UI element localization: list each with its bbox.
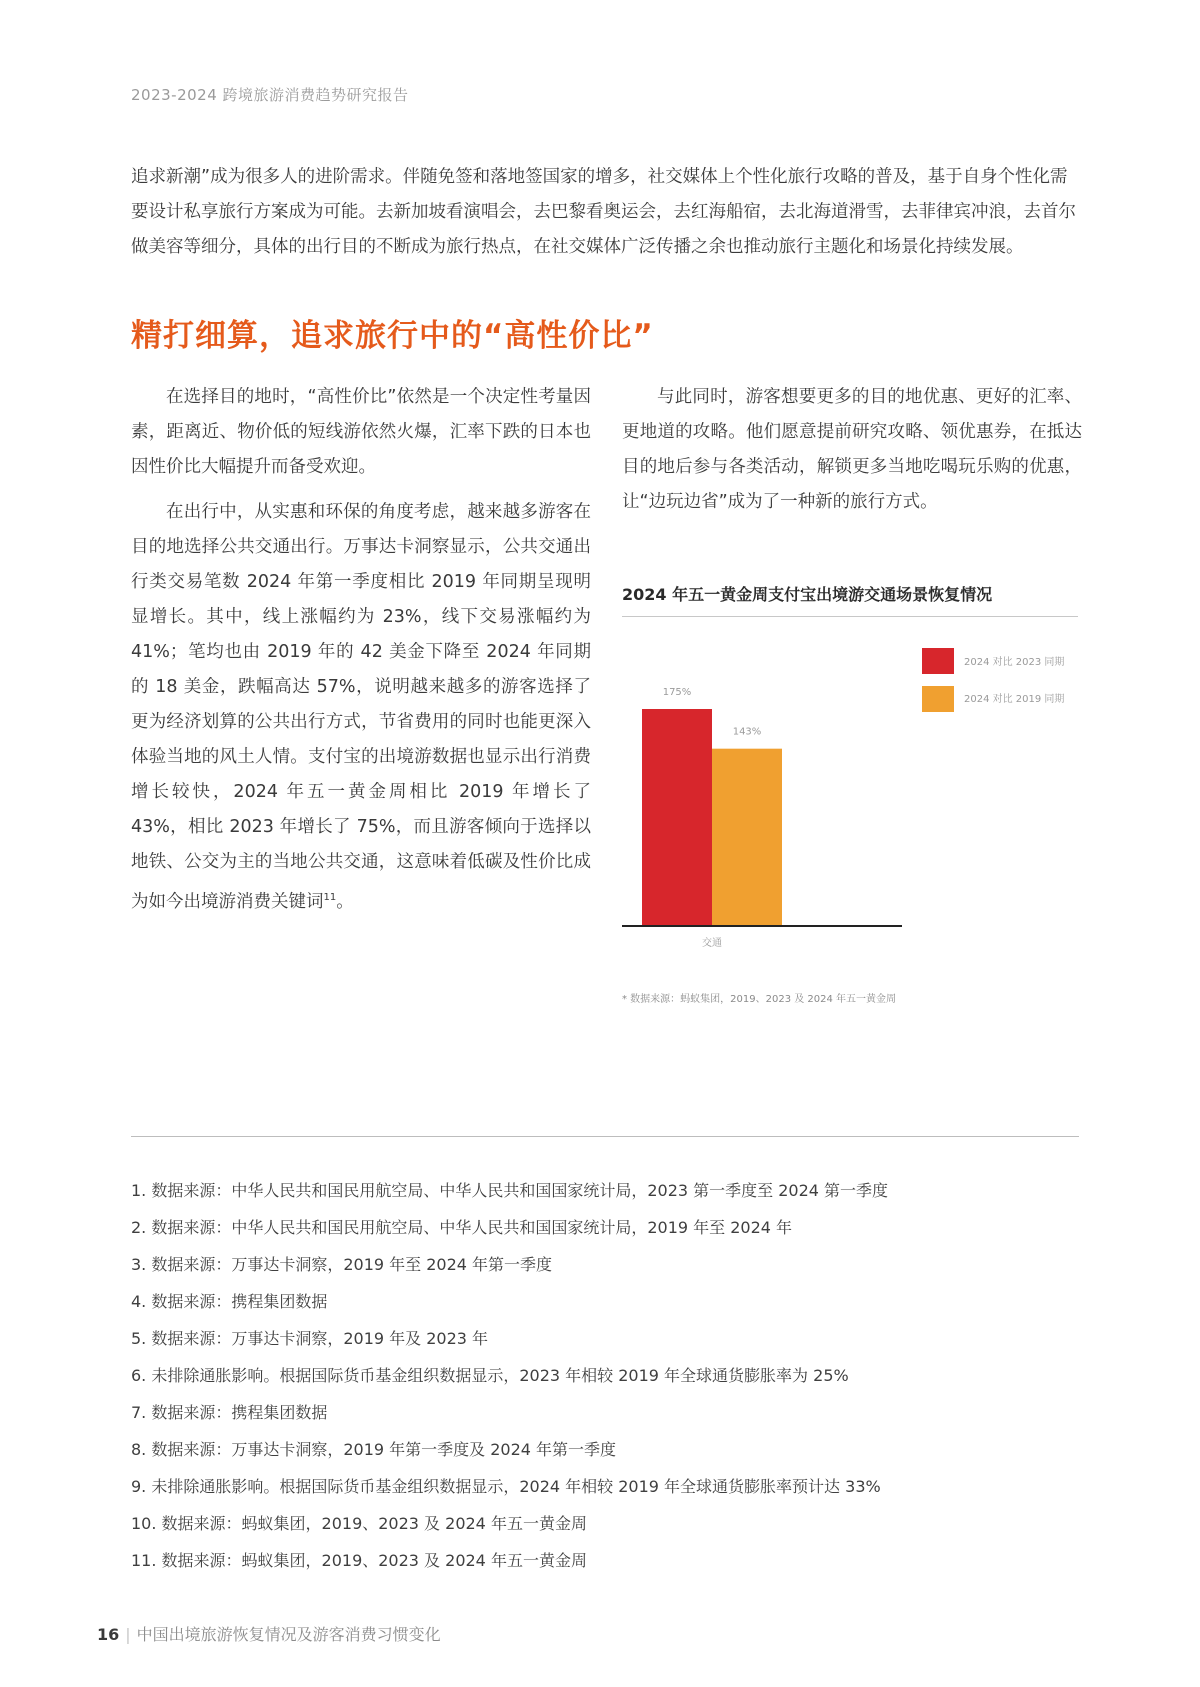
- footnote-item: 8. 数据来源：万事达卡洞察，2019 年第一季度及 2024 年第一季度: [131, 1440, 617, 1459]
- footnote-divider: [131, 1136, 1079, 1137]
- footnote-item: 11. 数据来源：蚂蚁集团，2019、2023 及 2024 年五一黄金周: [131, 1551, 587, 1570]
- footnotes-list: [131, 1172, 888, 1579]
- bar-label-2024-vs-2023: 175%: [662, 687, 692, 698]
- section-title: 精打细算，追求旅行中的“高性价比”: [131, 318, 654, 354]
- chart-title-rule: [622, 616, 1078, 617]
- end-punct: 。: [336, 891, 354, 912]
- legend-swatch-0: [922, 648, 954, 674]
- bar-chart: [622, 630, 1082, 982]
- legend-label-0: 2024 对比 2023 同期: [964, 657, 1065, 668]
- bar-label-2024-vs-2019: 143%: [732, 726, 762, 738]
- footnote-item: 6. 未排除通胀影响。根据国际货币基金组织数据显示，2023 年相较 2019 年全球通货膨胀率为 25%: [131, 1366, 849, 1385]
- right-paragraph: 与此同时，游客想要更多的目的地优惠、更好的汇率、更地道的攻略。他们愿意提前研究攻略、领优惠券，在抵达目的地后参与各类活动，解锁更多当地吃喝玩乐购的优惠，让“边玩边省”成为了一种新的旅行方式。: [622, 387, 1082, 512]
- footnote-item: 5. 数据来源：万事达卡洞察，2019 年及 2023 年: [131, 1329, 489, 1348]
- x-tick-label: 交通: [702, 938, 722, 949]
- bar-2024-vs-2023: [642, 709, 712, 926]
- footnote-item: 3. 数据来源：万事达卡洞察，2019 年至 2024 年第一季度: [131, 1255, 553, 1274]
- footer-section-name: 中国出境旅游恢复情况及游客消费习惯变化: [136, 1625, 441, 1644]
- left-paragraph-2-text: 在出行中，从实惠和环保的角度考虑，越来越多游客在目的地选择公共交通出行。万事达卡洞察显示，公共交通出行类交易笔数 2024 年第一季度相比 2019 年同期呈现明显增长。其中，线上涨幅约为 23%，线下交易涨幅约为 41%；笔均也由 2019 年的 42 美金下降至 2024 年同期的 18 美金，跌幅高达 57%，说明越来越多的游客选择了更为经济划算的公共出行方式，节省费用的同时也能更深入体验当地的风土人情。支付宝的出境游数据也显示出行消费增长较快，2024 年五一黄金周相比 2019 年增长了 43%，相比 2023 年增长了 75%，而且游客倾向于选择以地铁、公交为主的当地公共交通，这意味着低碳及性价比成为如今出境游消费关键词: [131, 502, 591, 912]
- legend-label-1: 2024 对比 2019 同期: [964, 694, 1065, 705]
- legend: [922, 648, 1064, 712]
- footer-divider: |: [125, 1625, 131, 1644]
- right-column: [622, 380, 1082, 530]
- chart-source-note: * 数据来源：蚂蚁集团，2019、2023 及 2024 年五一黄金周: [622, 994, 897, 1005]
- bar-2024-vs-2019: [712, 749, 782, 926]
- chart-title: 2024 年五一黄金周支付宝出境游交通场景恢复情况: [622, 585, 993, 604]
- footnote-item: 7. 数据来源：携程集团数据: [131, 1403, 328, 1422]
- left-paragraph-1: 在选择目的地时，“高性价比”依然是一个决定性考量因素，距离近、物价低的短线游依然火爆，汇率下跌的日本也因性价比大幅提升而备受欢迎。: [131, 387, 591, 477]
- left-column: [131, 380, 591, 930]
- left-paragraph-2: [131, 495, 591, 920]
- page-footer: [97, 1622, 441, 1645]
- footnote-item: 4. 数据来源：携程集团数据: [131, 1292, 328, 1311]
- intro-text: [131, 160, 1081, 265]
- footnote-item: 9. 未排除通胀影响。根据国际货币基金组织数据显示，2024 年相较 2019 年全球通货膨胀率预计达 33%: [131, 1477, 881, 1496]
- intro-paragraph: 追求新潮”成为很多人的进阶需求。伴随免签和落地签国家的增多，社交媒体上个性化旅行攻略的普及，基于自身个性化需要设计私享旅行方案成为可能。去新加坡看演唱会，去巴黎看奥运会，去红海船宿，去北海道滑雪，去菲律宾冲浪，去首尔做美容等细分，具体的出行目的不断成为旅行热点，在社交媒体广泛传播之余也推动旅行主题化和场景化持续发展。: [131, 167, 1076, 257]
- running-header: 2023-2024 跨境旅游消费趋势研究报告: [131, 86, 409, 104]
- footnote-item: 1. 数据来源：中华人民共和国民用航空局、中华人民共和国国家统计局，2023 第一季度至 2024 第一季度: [131, 1181, 889, 1200]
- legend-swatch-1: [922, 686, 954, 712]
- footnote-item: 2. 数据来源：中华人民共和国民用航空局、中华人民共和国国家统计局，2019 年至 2024 年: [131, 1218, 793, 1237]
- footnote-ref[interactable]: 11: [323, 892, 337, 903]
- footnote-item: 10. 数据来源：蚂蚁集团，2019、2023 及 2024 年五一黄金周: [131, 1514, 587, 1533]
- page-number: 16: [97, 1625, 120, 1644]
